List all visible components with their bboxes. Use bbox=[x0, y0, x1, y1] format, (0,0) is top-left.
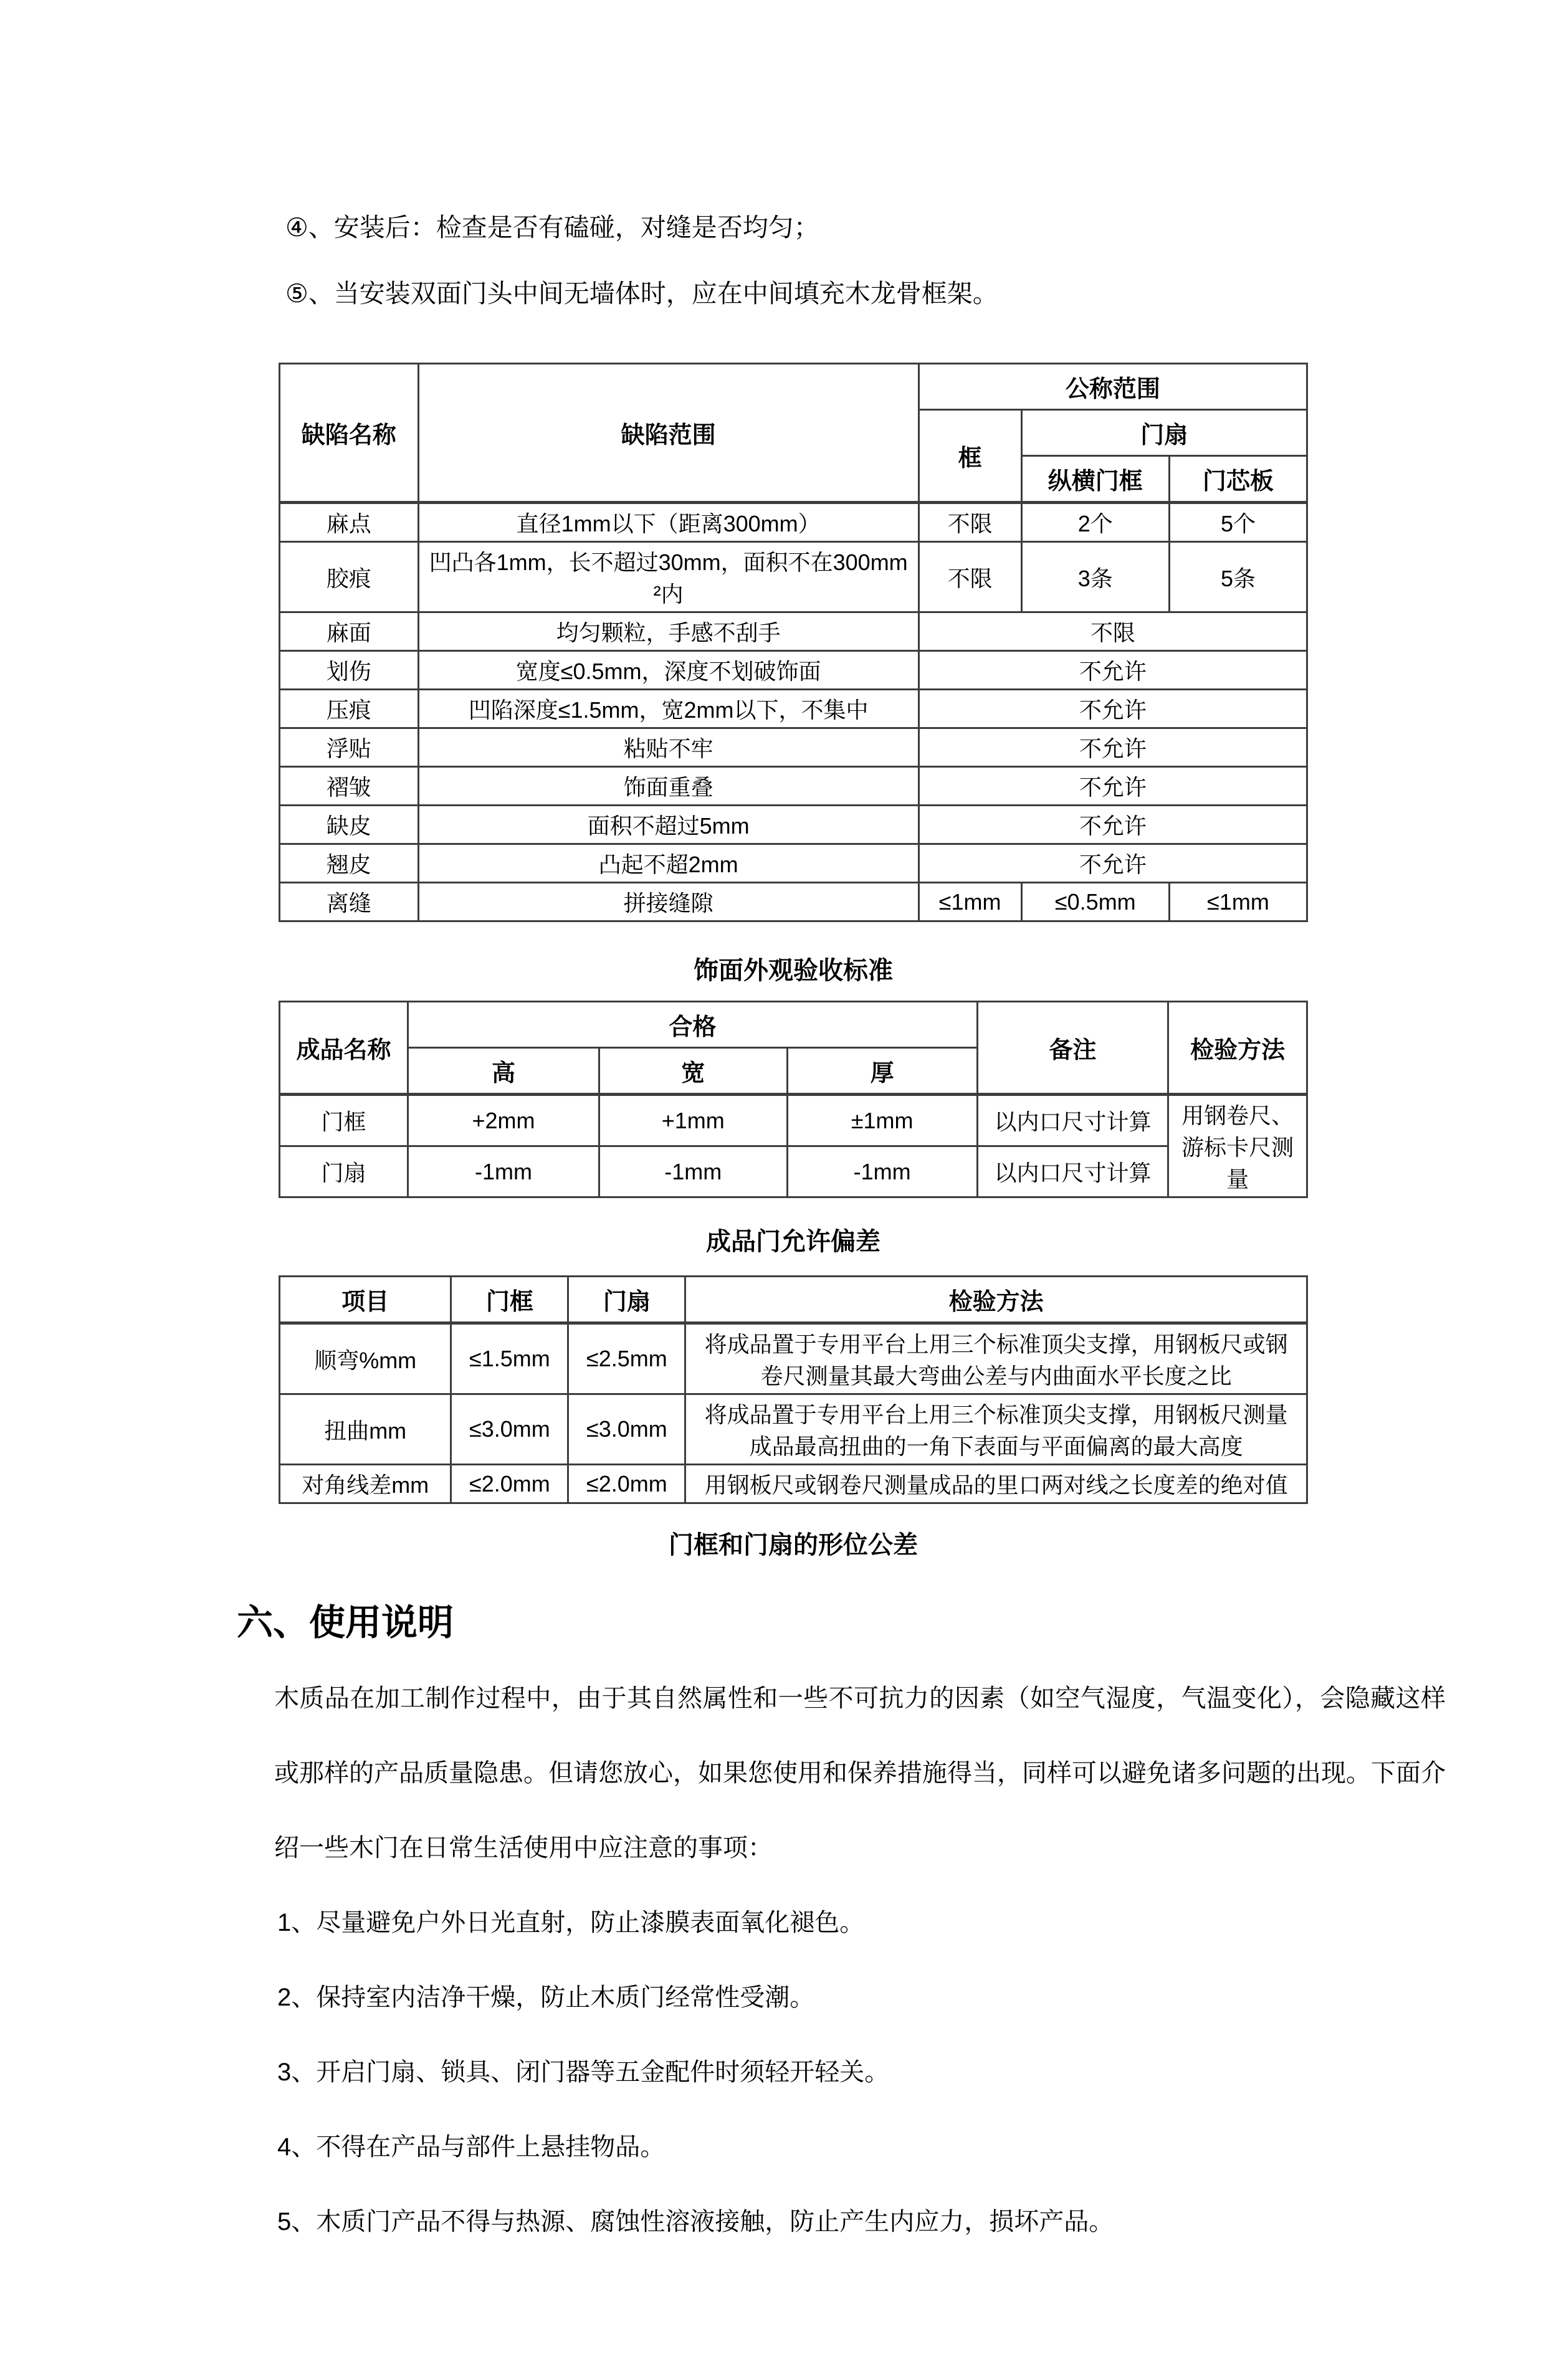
table-row bbox=[280, 806, 1307, 844]
item-cell: 对角线差mm bbox=[280, 1465, 451, 1503]
col-header-door-leaf: 门扇 bbox=[568, 1277, 685, 1323]
method-cell: 将成品置于专用平台上用三个标准顶尖支撑，用钢板尺测量成品最高扭曲的一角下表面与平面偏离的最大高度 bbox=[685, 1394, 1307, 1465]
defect-range-cell: 粘贴不牢 bbox=[418, 728, 919, 767]
table-row bbox=[280, 1465, 1307, 1503]
col-header-width: 宽 bbox=[599, 1048, 787, 1095]
frame-cell: 不限 bbox=[919, 503, 1021, 542]
table-row bbox=[280, 1323, 1307, 1394]
method-cell: 将成品置于专用平台上用三个标准顶尖支撑，用钢板尺或钢卷尺测量其最大弯曲公差与内曲面水平长度之比 bbox=[685, 1323, 1307, 1394]
limit-cell: 不允许 bbox=[919, 806, 1307, 844]
table-row bbox=[280, 503, 1307, 542]
defect-name-cell: 褶皱 bbox=[280, 767, 419, 806]
col-header-method: 检验方法 bbox=[685, 1277, 1307, 1323]
core-board-cell: ≤1mm bbox=[1170, 883, 1307, 921]
width-cell: -1mm bbox=[599, 1146, 787, 1197]
table-row bbox=[280, 728, 1307, 767]
core-board-cell: 5条 bbox=[1170, 542, 1307, 612]
col-header-frame: 框 bbox=[919, 410, 1021, 503]
form-position-tolerance-table bbox=[279, 1275, 1308, 1504]
table-row bbox=[280, 1095, 1307, 1146]
usage-item-4: 4、不得在产品与部件上悬挂物品。 bbox=[277, 2133, 666, 2161]
product-name-cell: 门扇 bbox=[280, 1146, 408, 1197]
table-row bbox=[280, 1394, 1307, 1465]
defect-name-cell: 麻面 bbox=[280, 612, 419, 651]
col-header-defect-name: 缺陷名称 bbox=[280, 364, 419, 503]
defect-range-cell: 凹陷深度≤1.5mm，宽2mm以下，不集中 bbox=[418, 690, 919, 728]
col-header-door-leaf: 门扇 bbox=[1021, 410, 1307, 456]
vh-frame-cell: ≤0.5mm bbox=[1021, 883, 1169, 921]
defect-range-cell: 饰面重叠 bbox=[418, 767, 919, 806]
defect-name-cell: 划伤 bbox=[280, 651, 419, 690]
defect-name-cell: 压痕 bbox=[280, 690, 419, 728]
frame-value-cell: ≤2.0mm bbox=[451, 1465, 568, 1503]
defect-range-cell: 凹凸各1mm，长不超过30mm，面积不在300mm²内 bbox=[418, 542, 919, 612]
defect-range-cell: 宽度≤0.5mm，深度不划破饰面 bbox=[418, 651, 919, 690]
height-cell: +2mm bbox=[408, 1095, 599, 1146]
defect-range-cell: 面积不超过5mm bbox=[418, 806, 919, 844]
usage-item-3: 3、开启门扇、锁具、闭门器等五金配件时须轻开轻关。 bbox=[277, 2059, 890, 2086]
col-header-item: 项目 bbox=[280, 1277, 451, 1323]
method-cell: 用钢卷尺、游标卡尺测量 bbox=[1168, 1095, 1307, 1197]
finished-door-tolerance-caption: 成品门允许偏差 bbox=[706, 1228, 880, 1255]
defect-name-cell: 缺皮 bbox=[280, 806, 419, 844]
limit-cell: 不允许 bbox=[919, 651, 1307, 690]
col-header-vh-frame: 纵横门框 bbox=[1021, 456, 1169, 503]
col-header-defect-range: 缺陷范围 bbox=[418, 364, 919, 503]
table-row bbox=[280, 542, 1307, 612]
col-header-method: 检验方法 bbox=[1168, 1002, 1307, 1095]
col-header-height: 高 bbox=[408, 1048, 599, 1095]
finish-appearance-table-caption: 饰面外观验收标准 bbox=[694, 957, 893, 984]
frame-cell: ≤1mm bbox=[919, 883, 1021, 921]
frame-value-cell: ≤1.5mm bbox=[451, 1323, 568, 1394]
installation-steps bbox=[285, 194, 1546, 326]
col-header-door-frame: 门框 bbox=[451, 1277, 568, 1323]
table-row bbox=[280, 883, 1307, 921]
table-row bbox=[280, 651, 1307, 690]
width-cell: +1mm bbox=[599, 1095, 787, 1146]
method-cell: 用钢板尺或钢卷尺测量成品的里口两对线之长度差的绝对值 bbox=[685, 1465, 1307, 1503]
defect-name-cell: 翘皮 bbox=[280, 844, 419, 883]
defect-range-cell: 均匀颗粒，手感不刮手 bbox=[418, 612, 919, 651]
table-row bbox=[280, 690, 1307, 728]
usage-section-heading: 六、使用说明 bbox=[237, 1602, 454, 1643]
height-cell: -1mm bbox=[408, 1146, 599, 1197]
defect-range-cell: 凸起不超2mm bbox=[418, 844, 919, 883]
col-header-nominal-range: 公称范围 bbox=[919, 364, 1307, 410]
form-position-tolerance-caption: 门框和门扇的形位公差 bbox=[669, 1531, 918, 1559]
table-row bbox=[280, 1146, 1307, 1197]
limit-cell: 不允许 bbox=[919, 728, 1307, 767]
defect-range-cell: 拼接缝隙 bbox=[418, 883, 919, 921]
usage-item-2: 2、保持室内洁净干燥，防止木质门经常性受潮。 bbox=[277, 1984, 815, 2011]
usage-item-5: 5、木质门产品不得与热源、腐蚀性溶液接触，防止产生内应力，损坏产品。 bbox=[277, 2208, 1114, 2235]
leaf-value-cell: ≤3.0mm bbox=[568, 1394, 685, 1465]
defect-name-cell: 麻点 bbox=[280, 503, 419, 542]
defect-name-cell: 胶痕 bbox=[280, 542, 419, 612]
limit-cell: 不限 bbox=[919, 612, 1307, 651]
finished-door-tolerance-table bbox=[279, 1001, 1308, 1198]
note-cell: 以内口尺寸计算 bbox=[977, 1095, 1168, 1146]
frame-value-cell: ≤3.0mm bbox=[451, 1394, 568, 1465]
table-row bbox=[280, 844, 1307, 883]
leaf-value-cell: ≤2.5mm bbox=[568, 1323, 685, 1394]
limit-cell: 不允许 bbox=[919, 690, 1307, 728]
limit-cell: 不允许 bbox=[919, 767, 1307, 806]
col-header-pass: 合格 bbox=[408, 1002, 978, 1048]
note-cell: 以内口尺寸计算 bbox=[977, 1146, 1168, 1197]
table-row bbox=[280, 612, 1307, 651]
step-line-5: ⑤、当安装双面门头中间无墙体时，应在中间填充木龙骨框架。 bbox=[285, 279, 998, 308]
table-row bbox=[280, 767, 1307, 806]
usage-item-1: 1、尽量避免户外日光直射，防止漆膜表面氧化褪色。 bbox=[277, 1909, 865, 1936]
product-name-cell: 门框 bbox=[280, 1095, 408, 1146]
limit-cell: 不允许 bbox=[919, 844, 1307, 883]
step-line-4: ④、安装后：检查是否有磕碰，对缝是否均匀； bbox=[285, 213, 819, 242]
vh-frame-cell: 2个 bbox=[1021, 503, 1169, 542]
core-board-cell: 5个 bbox=[1170, 503, 1307, 542]
finish-appearance-table bbox=[279, 363, 1308, 922]
col-header-core-board: 门芯板 bbox=[1170, 456, 1307, 503]
defect-name-cell: 离缝 bbox=[280, 883, 419, 921]
item-cell: 扭曲mm bbox=[280, 1394, 451, 1465]
col-header-product-name: 成品名称 bbox=[280, 1002, 408, 1095]
usage-intro-paragraph: 木质品在加工制作过程中，由于其自然属性和一些不可抗力的因素（如空气湿度，气温变化），会隐藏这样或那样的产品质量隐患。但请您放心，如果您使用和保养措施得当，同样可以避免诸多问题的出现。下面介绍一些木门在日常生活使用中应注意的事项： bbox=[274, 1685, 1446, 1862]
col-header-note: 备注 bbox=[977, 1002, 1168, 1095]
leaf-value-cell: ≤2.0mm bbox=[568, 1465, 685, 1503]
col-header-thickness: 厚 bbox=[787, 1048, 977, 1095]
usage-item-list bbox=[277, 1885, 1546, 2259]
frame-cell: 不限 bbox=[919, 542, 1021, 612]
document-page bbox=[0, 194, 1546, 2380]
thickness-cell: ±1mm bbox=[787, 1095, 977, 1146]
thickness-cell: -1mm bbox=[787, 1146, 977, 1197]
defect-range-cell: 直径1mm以下（距离300mm） bbox=[418, 503, 919, 542]
item-cell: 顺弯%mm bbox=[280, 1323, 451, 1394]
vh-frame-cell: 3条 bbox=[1021, 542, 1169, 612]
defect-name-cell: 浮贴 bbox=[280, 728, 419, 767]
